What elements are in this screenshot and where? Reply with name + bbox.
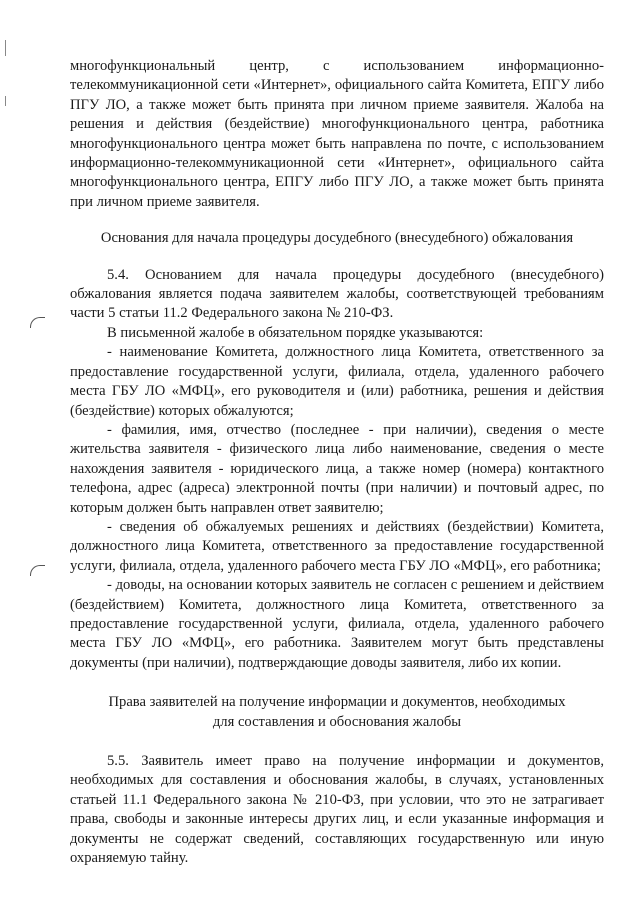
paragraph: многофункциональный центр, с использованием информационно-телекоммуникационной сети «Интернет», официального сайта Комитета, ЕПГУ либо ПГУ ЛО, а также может быть принята при личном приеме заявителя. Жалоба на решения и действия (бездействие) многофункционального центра, работника многофункционального центра может быть направлена по почте, с использованием информационно-телекоммуникационной сети «Интернет», официального сайта многофункционального центра, ЕПГУ либо ПГУ ЛО, а также может быть принята при личном приеме заявителя. [70, 58, 604, 210]
paragraph: - доводы, на основании которых заявитель не согласен с решением и действием (бездействием) Комитета, должностного лица Комитета, ответственного за предоставление государственной услуги, филиала, отдела, удаленного рабочего места ГБУ ЛО «МФЦ», его работника. Заявителем могут быть представлены документы (при наличии), подтверждающие доводы заявителя, либо их копии. [70, 577, 604, 671]
paragraph: 5.5. Заявитель имеет право на получение информации и документов, необходимых для составления и обоснования жалобы, в случаях, установленных статьей 11.1 Федерального закона № 210-ФЗ, при условии, что это не затрагивает права, свободы и законные интересы других лиц, и если указанные информация и документы не содержат сведений, составляющих государственную или иную охраняемую тайну. [70, 753, 604, 867]
paragraph: - фамилия, имя, отчество (последнее - при наличии), сведения о месте жительства заявителя - физического лица либо наименование, сведения о месте нахождения заявителя - юридического лица, а также номер (номера) контактного телефона, адрес (адреса) электронной почты (при наличии) и почтовый адрес, по которым должен быть направлен ответ заявителю; [70, 421, 604, 516]
margin-tick [5, 40, 6, 56]
paragraph: В письменной жалобе в обязательном порядке указываются: [107, 324, 484, 341]
section-gap [70, 249, 604, 266]
paragraph: - сведения об обжалуемых решениях и действиях (бездействии) Комитета, должностного лица Комитета, ответственного за предоставление государственной услуги, филиала, отдела, удаленного рабочего места ГБУ ЛО «МФЦ», его работника; [70, 518, 604, 574]
section-heading: Основания для начала процедуры досудебного (внесудебного) обжалования [100, 230, 574, 247]
section-gap [70, 673, 604, 693]
section-heading: Права заявителей на получение информации и документов, необходимых [108, 694, 566, 711]
section-gap [70, 732, 604, 752]
punch-hole-mark [30, 317, 45, 328]
document-page [70, 57, 604, 868]
margin-tick [5, 96, 6, 106]
section-gap [70, 212, 604, 229]
paragraph: - наименование Комитета, должностного лица Комитета, ответственного за предоставление государственной услуги, филиала, отдела, удаленного рабочего места ГБУ ЛО «МФЦ», его руководителя и (или) работника, решения и действия (бездействие) которых обжалуются; [70, 344, 604, 419]
section-heading: для составления и обоснования жалобы [212, 713, 462, 730]
punch-hole-mark [30, 565, 45, 576]
paragraph: 5.4. Основанием для начала процедуры досудебного (внесудебного) обжалования является подача заявителем жалобы, соответствующей требованиям части 5 статьи 11.2 Федерального закона № 210-ФЗ. [70, 266, 604, 322]
